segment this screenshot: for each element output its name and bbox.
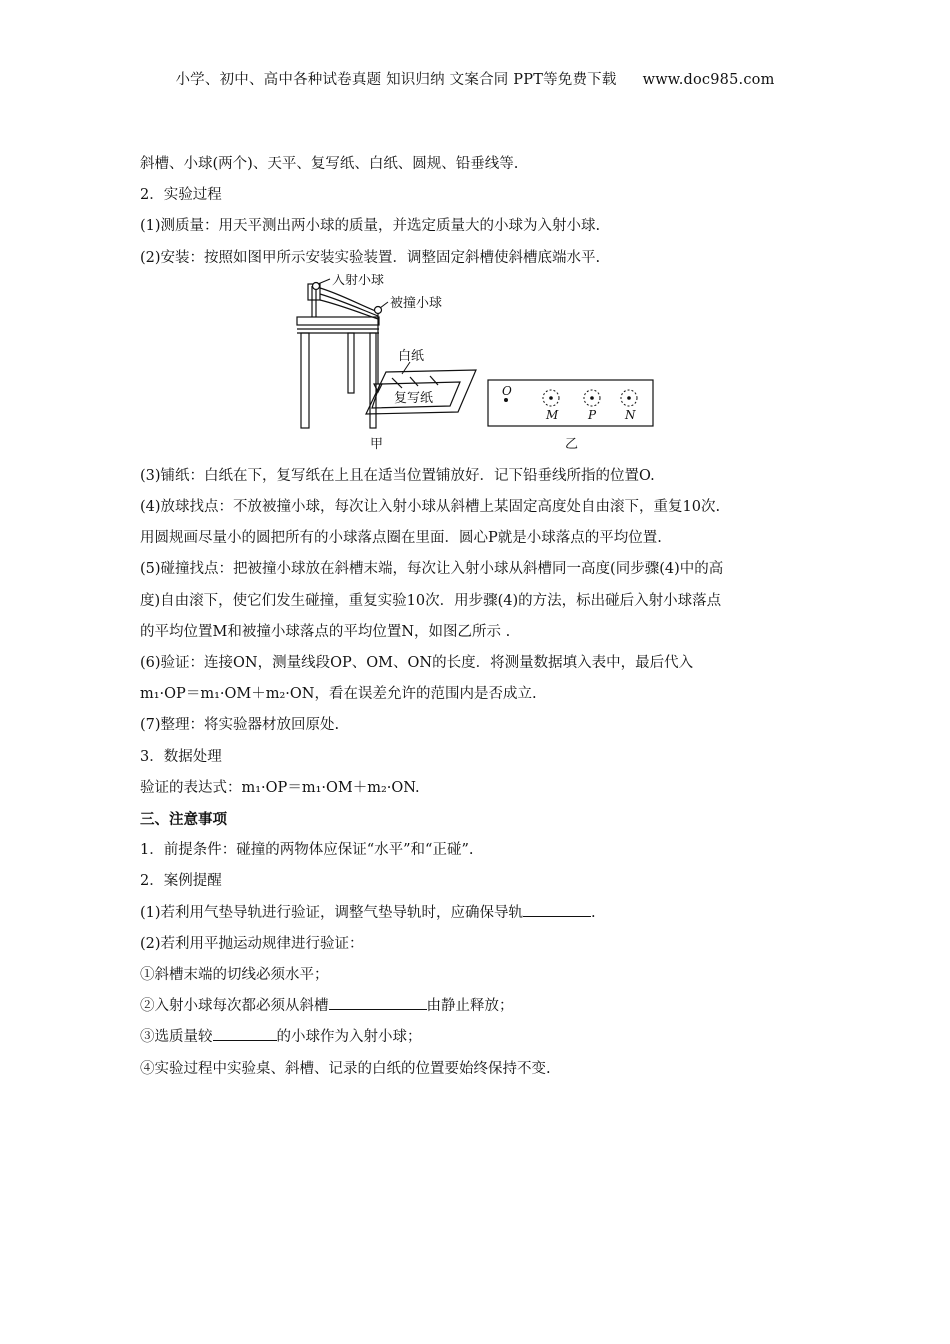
text-line: (4)放球找点：不放被撞小球，每次让入射小球从斜槽上某固定高度处自由滚下，重复10次. (140, 499, 721, 516)
text-segment: ②入射小球每次都必须从斜槽 (140, 998, 329, 1015)
caption-jia: 甲 (370, 436, 384, 452)
text-line: ①斜槽末端的切线必须水平； (140, 967, 329, 984)
table-drawing (297, 284, 476, 428)
point-o-label: O (502, 383, 512, 398)
header-website: www.doc985.com (642, 72, 775, 88)
point-n-label: N (625, 407, 636, 422)
caption-yi: 乙 (565, 436, 579, 452)
answer-blank (213, 1024, 277, 1041)
text-segment: . (591, 904, 596, 921)
section-heading: 2．案例提醒 (140, 873, 222, 890)
formula-line: 验证的表达式：m₁·OP＝m₁·OM＋m₂·ON. (140, 779, 420, 796)
text-line: (7)整理：将实验器材放回原处. (140, 717, 340, 734)
apparatus-diagram (140, 274, 830, 461)
text-line: 用圆规画尽量小的圆把所有的小球落点圈在里面．圆心P就是小球落点的平均位置. (140, 530, 662, 547)
answer-blank (523, 900, 591, 917)
text-line: 1．前提条件：碰撞的两物体应保证“水平”和“正碰”. (140, 842, 474, 859)
label-incident-ball: 入射小球 (332, 273, 385, 288)
text-line: 斜槽、小球(两个)、天平、复写纸、白纸、圆规、铅垂线等. (140, 156, 519, 172)
text-line: (1)测质量：用天平测出两小球的质量，并选定质量大的小球为入射小球. (140, 218, 601, 235)
text-line: (6)验证：连接ON，测量线段OP、OM、ON的长度．将测量数据填入表中，最后代入 (140, 655, 694, 672)
label-struck-ball: 被撞小球 (390, 295, 443, 311)
page-header (0, 68, 950, 89)
text-line: ④实验过程中实验桌、斜槽、记录的白纸的位置要始终保持不变. (140, 1060, 551, 1077)
section-heading: 2．实验过程 (140, 187, 222, 204)
text-line: 的平均位置M和被撞小球落点的平均位置N，如图乙所示 . (140, 623, 511, 640)
text-line: (3)铺纸：白纸在下，复写纸在上且在适当位置铺放好．记下铅垂线所指的位置O. (140, 467, 655, 484)
leader-line (318, 279, 330, 284)
text-segment: ③选质量较 (140, 1029, 213, 1046)
fill-blank-line (140, 898, 830, 929)
text-line: (2)若利用平抛运动规律进行验证： (140, 935, 364, 952)
point-p-dot (590, 396, 594, 400)
section-title: 三、注意事项 (140, 811, 227, 829)
text-line: (5)碰撞找点：把被撞小球放在斜槽末端，每次让入射小球从斜槽同一高度(同步骤(4)中的高 (140, 561, 724, 578)
text-line: 度)自由滚下，使它们发生碰撞，重复实验10次．用步骤(4)的方法，标出碰后入射小球落点 (140, 592, 722, 609)
document-body (140, 149, 830, 1085)
section-heading: 3．数据处理 (140, 748, 222, 765)
label-carbon-paper: 复写纸 (394, 390, 434, 406)
text-segment: 由静止释放； (426, 998, 514, 1015)
formula-line: m₁·OP＝m₁·OM＋m₂·ON，看在误差允许的范围内是否成立. (140, 686, 537, 703)
point-n-dot (627, 396, 631, 400)
header-text: 小学、初中、高中各种试卷真题 知识归纳 文案合同 PPT等免费下载 (175, 72, 617, 88)
answer-blank (329, 993, 427, 1010)
leader-line (380, 302, 388, 308)
text-segment: 的小球作为入射小球； (276, 1029, 422, 1046)
experiment-figure (140, 274, 830, 461)
fill-blank-line (140, 991, 830, 1022)
label-white-paper: 白纸 (398, 348, 425, 364)
point-p-label: P (588, 407, 597, 422)
point-m-dot (549, 396, 553, 400)
point-m-label: M (546, 407, 559, 422)
fill-blank-line (140, 1022, 830, 1053)
text-line: (2)安装：按照如图甲所示安装实验装置．调整固定斜槽使斜槽底端水平. (140, 249, 601, 266)
point-o-dot (504, 398, 508, 402)
text-segment: (1)若利用气垫导轨进行验证，调整气垫导轨时，应确保导轨 (140, 904, 524, 921)
